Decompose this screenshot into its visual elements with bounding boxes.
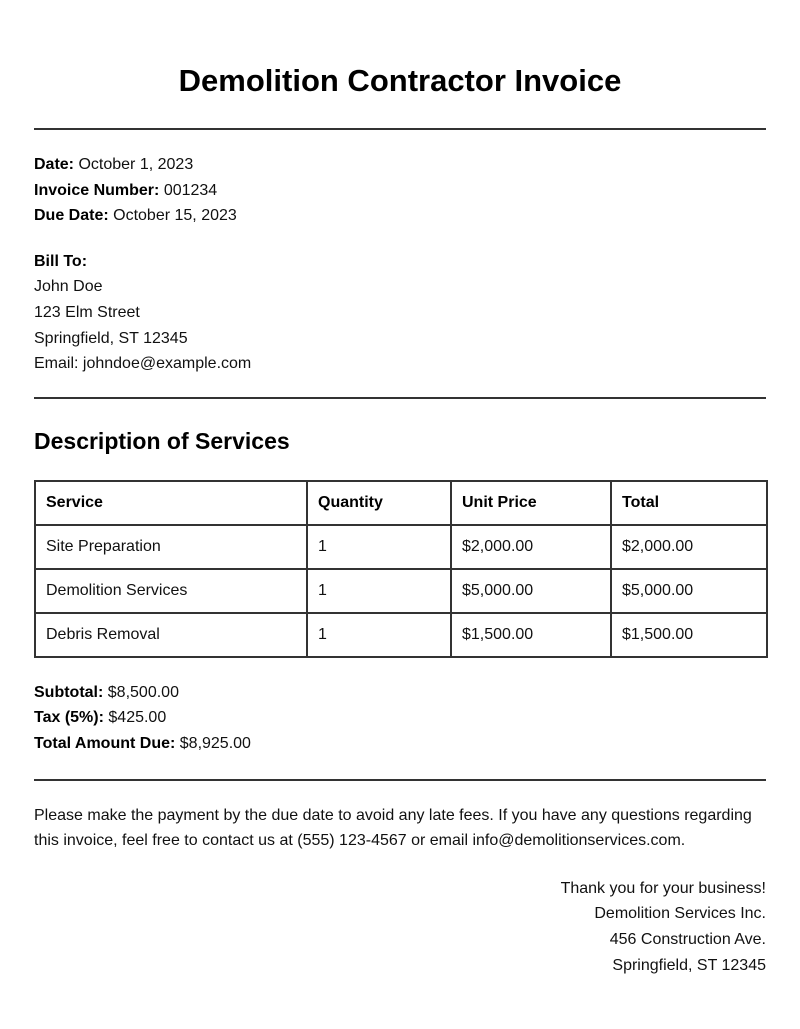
total-due-line [34,731,766,757]
bill-to-block [34,249,766,377]
invoice-number-line [34,178,766,204]
cell-quantity: 1 [307,525,451,569]
cell-quantity: 1 [307,569,451,613]
due-date-line [34,203,766,229]
cell-total: $1,500.00 [611,613,767,657]
cell-total: $2,000.00 [611,525,767,569]
bill-to-name: John Doe [34,278,103,296]
date-line [34,152,766,178]
sign-off-block [34,876,766,978]
total-due-value: $8,925.00 [179,734,251,752]
due-date-value: October 15, 2023 [113,207,237,225]
divider-top [34,128,766,130]
services-table [34,480,768,658]
tax-label: Tax (5%): [34,709,104,727]
column-header-service: Service [35,481,307,525]
cell-service: Debris Removal [35,613,307,657]
bill-to-label: Bill To: [34,252,88,270]
total-due-label: Total Amount Due: [34,734,176,752]
subtotal-label: Subtotal: [34,683,104,701]
table-row [35,613,767,657]
cell-service: Site Preparation [35,525,307,569]
cell-unit-price: $5,000.00 [451,569,611,613]
table-row [35,569,767,613]
invoice-number-label: Invoice Number: [34,181,160,199]
payment-note: Please make the payment by the due date to avoid any late fees. If you have any questions regarding this invoice, feel free to contact us at (555) 123-4567 or email info@demolitionservices.com. [34,806,752,850]
company-street: 456 Construction Ave. [609,930,766,948]
thank-you-text: Thank you for your business! [560,879,766,897]
date-value: October 1, 2023 [78,156,194,173]
company-city: Springfield, ST 12345 [612,956,766,974]
column-header-unit-price: Unit Price [451,481,611,525]
services-title: Description of Services [34,427,290,454]
subtotal-line [34,680,766,706]
cell-unit-price: $2,000.00 [451,525,611,569]
invoice-meta [34,152,766,229]
column-header-quantity: Quantity [307,481,451,525]
page-title: Demolition Contractor Invoice [178,63,622,98]
cell-unit-price: $1,500.00 [451,613,611,657]
bill-to-email: Email: johndoe@example.com [34,355,252,373]
company-name: Demolition Services Inc. [594,905,766,923]
tax-line [34,705,766,731]
bill-to-street: 123 Elm Street [34,303,140,321]
table-row [35,525,767,569]
invoice-page [34,0,766,978]
tax-value: $425.00 [108,709,167,727]
divider-bottom [34,779,766,781]
subtotal-value: $8,500.00 [107,683,179,701]
bill-to-city: Springfield, ST 12345 [34,329,188,347]
cell-total: $5,000.00 [611,569,767,613]
cell-quantity: 1 [307,613,451,657]
totals-block [34,680,766,757]
date-label: Date: [34,156,75,173]
due-date-label: Due Date: [34,207,109,225]
table-header-row [35,481,767,525]
invoice-number-value: 001234 [163,181,218,199]
column-header-total: Total [611,481,767,525]
cell-service: Demolition Services [35,569,307,613]
